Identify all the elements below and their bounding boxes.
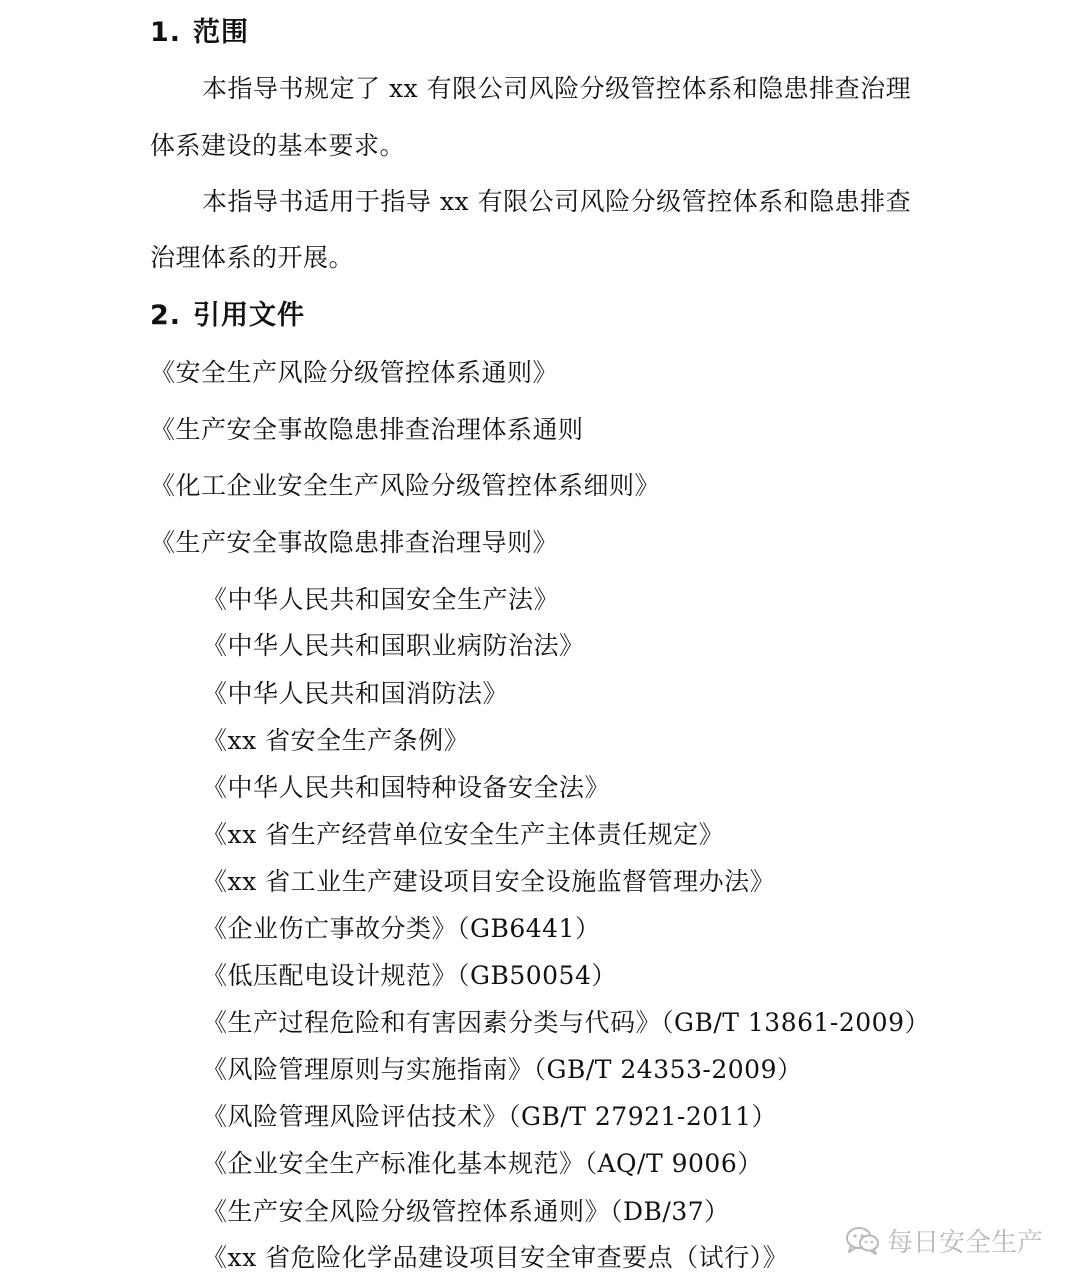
- reference-item: 《风险管理风险评估技术》（GB/T 27921-2011）: [202, 1102, 777, 1131]
- paragraph-1-line-2: 体系建设的基本要求。: [150, 131, 406, 160]
- reference-item: 《安全生产风险分级管控体系通则》: [150, 358, 559, 387]
- watermark: [845, 1222, 1043, 1259]
- reference-item: 《中华人民共和国职业病防治法》: [202, 631, 585, 660]
- reference-item: 《风险管理原则与实施指南》（GB/T 24353-2009）: [202, 1055, 803, 1084]
- wechat-icon: [845, 1226, 881, 1256]
- reference-item: 《生产安全事故隐患排查治理体系通则: [150, 415, 584, 444]
- section-2-number: 2.: [150, 300, 182, 331]
- paragraph-2-line-2: 治理体系的开展。: [150, 243, 355, 272]
- reference-item: 《企业安全生产标准化基本规范》（AQ/T 9006）: [202, 1149, 763, 1178]
- reference-item: 《中华人民共和国安全生产法》: [202, 585, 560, 614]
- reference-item: 《xx 省生产经营单位安全生产主体责任规定》: [202, 820, 725, 849]
- reference-item: 《xx 省工业生产建设项目安全设施监督管理办法》: [202, 867, 776, 896]
- reference-item: 《xx 省安全生产条例》: [202, 726, 470, 755]
- reference-item: 《生产过程危险和有害因素分类与代码》（GB/T 13861-2009）: [202, 1008, 930, 1037]
- section-2-title: 引用文件: [193, 300, 306, 331]
- reference-item: 《生产安全风险分级管控体系通则》（DB/37）: [202, 1197, 730, 1226]
- section-1-heading: [150, 16, 249, 50]
- watermark-text: 每日安全生产: [887, 1228, 1044, 1258]
- section-1-title: 范围: [193, 17, 250, 48]
- paragraph-2-line-1: 本指导书适用于指导 xx 有限公司风险分级管控体系和隐患排查: [202, 187, 912, 216]
- reference-item: 《中华人民共和国特种设备安全法》: [202, 773, 611, 802]
- reference-item: 《低压配电设计规范》（GB50054）: [202, 961, 617, 990]
- reference-item: 《中华人民共和国消防法》: [202, 679, 509, 708]
- paragraph-1-line-1: 本指导书规定了 xx 有限公司风险分级管控体系和隐患排查治理: [202, 74, 912, 103]
- section-1-number: 1.: [150, 17, 182, 48]
- reference-item: 《xx 省危险化学品建设项目安全审查要点（试行）》: [202, 1243, 789, 1272]
- section-2-heading: [150, 299, 305, 333]
- reference-item: 《企业伤亡事故分类》（GB6441）: [202, 914, 601, 943]
- reference-item: 《化工企业安全生产风险分级管控体系细则》: [150, 471, 661, 500]
- reference-item: 《生产安全事故隐患排查治理导则》: [150, 528, 559, 557]
